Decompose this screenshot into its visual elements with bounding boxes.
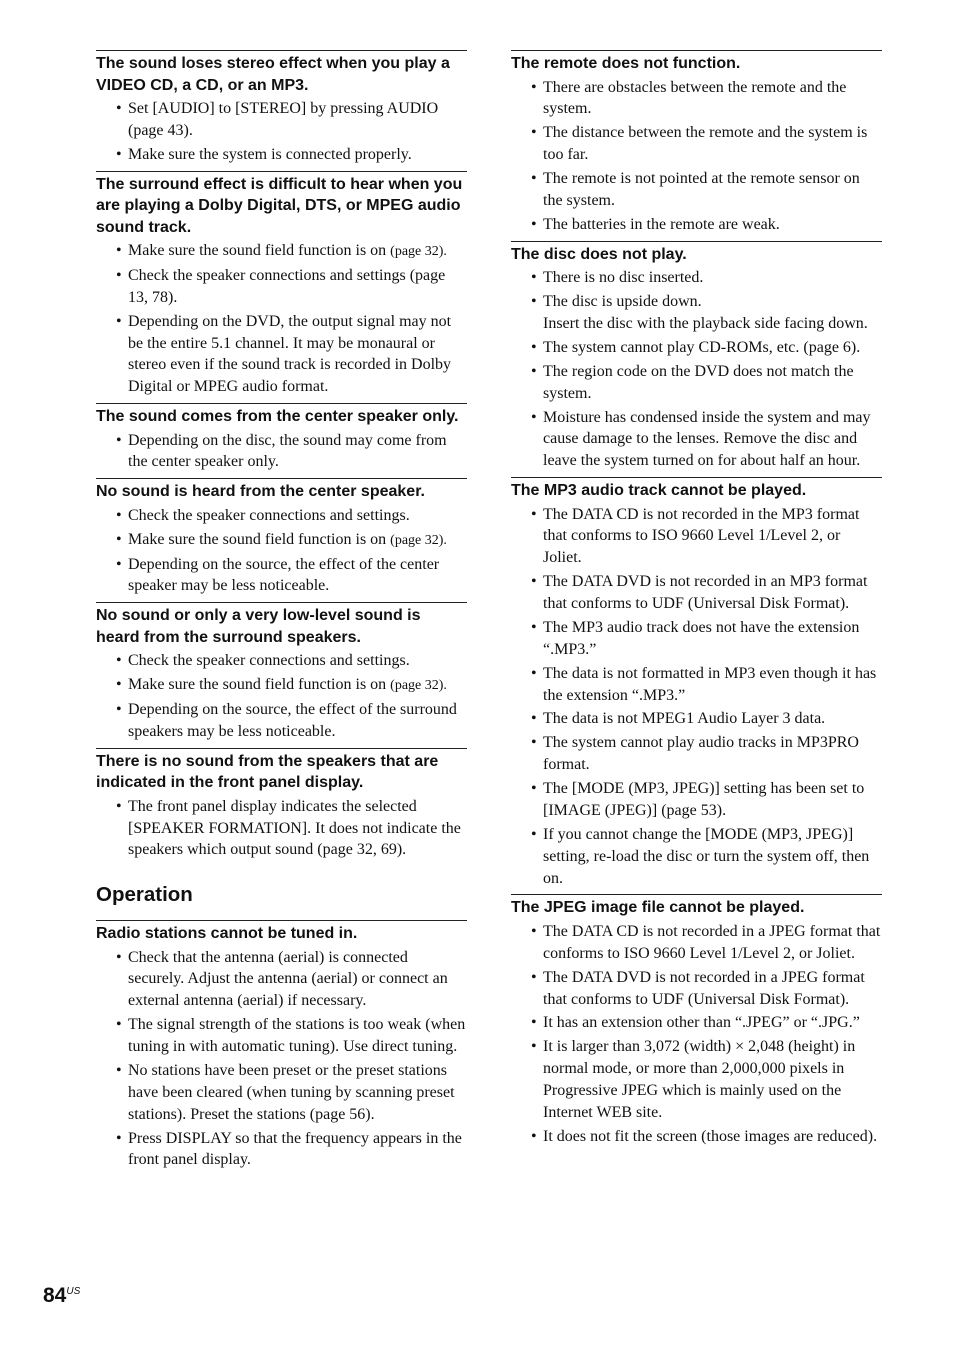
section-title: There is no sound from the speakers that are indicated in the front panel display. <box>96 752 439 792</box>
bullet-item <box>96 430 467 474</box>
section-title: The sound loses stereo effect when you play a VIDEO CD, a CD, or an MP3. <box>96 55 450 94</box>
bullet-item <box>96 265 467 309</box>
bullet-text: The disc is upside down. <box>543 293 702 311</box>
bullet-text: Check the speaker connections and settings. <box>128 652 410 670</box>
bullet-item <box>96 311 467 398</box>
bullet-item <box>96 674 467 697</box>
bullet-text: The DATA CD is not recorded in the MP3 format that conforms to ISO 9660 Level 1/Level 2, or Joliet. <box>543 505 860 567</box>
bullet-text: It does not fit the screen (those images are reduced). <box>543 1127 878 1145</box>
bullet-item <box>511 708 882 730</box>
bullet-text: Depending on the disc, the sound may come from the center speaker only. <box>128 431 447 471</box>
bullet-continuation: Insert the disc with the playback side facing down. <box>543 314 868 332</box>
bullet-list <box>96 650 467 743</box>
bullet-text: Check the speaker connections and settings (page 13, 78). <box>128 267 446 306</box>
bullet-list <box>96 505 467 598</box>
section-title: Radio stations cannot be tuned in. <box>96 925 358 943</box>
bullet-text: The system cannot play CD-ROMs, etc. (page 6). <box>543 338 861 356</box>
troubleshooting-section <box>511 50 882 236</box>
bullet-item <box>96 554 467 598</box>
section-title: The disc does not play. <box>511 245 687 263</box>
bullet-item <box>511 1012 882 1034</box>
troubleshooting-section <box>96 920 467 1171</box>
bullet-item <box>511 1126 882 1148</box>
bullet-text: Check the speaker connections and settings. <box>128 506 410 524</box>
page-reference: (page 32). <box>390 678 447 694</box>
bullet-text: The [MODE (MP3, JPEG)] setting has been set to [IMAGE (JPEG)] (page 53). <box>543 780 865 820</box>
bullet-list <box>96 796 467 861</box>
bullet-text: The batteries in the remote are weak. <box>543 215 780 233</box>
bullet-item <box>96 796 467 861</box>
bullet-text: The DATA CD is not recorded in a JPEG format that conforms to ISO 9660 Level 1/Level 2, or Joliet. <box>543 922 881 962</box>
bullet-item <box>511 267 882 289</box>
bullet-item <box>96 947 467 1012</box>
bullet-text: No stations have been preset or the preset stations have been cleared (when tuning by scanning preset stations). Preset the stations (page 56). <box>128 1062 455 1123</box>
bullet-item <box>511 967 882 1011</box>
bullet-item <box>511 291 882 335</box>
bullet-item <box>511 732 882 776</box>
bullet-text: It is larger than 3,072 (width) × 2,048 (height) in normal mode, or more than 2,000,000 pixels in Progressive JPEG which is mainly used on the Internet WEB site. <box>543 1038 856 1121</box>
section-title: No sound is heard from the center speaker. <box>96 483 425 501</box>
bullet-item <box>511 571 882 615</box>
bullet-text: It has an extension other than “.JPEG” or “.JPG.” <box>543 1014 860 1032</box>
page-reference: (page 32). <box>390 244 447 260</box>
bullet-text: There is no disc inserted. <box>543 269 704 287</box>
bullet-list <box>511 921 882 1148</box>
bullet-item <box>511 214 882 236</box>
bullet-text: Make sure the sound field function is on <box>128 530 387 548</box>
troubleshooting-section <box>96 171 467 398</box>
bullet-text: If you cannot change the [MODE (MP3, JPEG)] setting, re-load the disc or turn the system off, then on. <box>543 826 870 887</box>
troubleshooting-section <box>96 602 467 743</box>
operation-heading: Operation <box>96 883 193 907</box>
bullet-item <box>511 407 882 472</box>
bullet-item <box>511 663 882 707</box>
bullet-text: The system cannot play audio tracks in MP3PRO format. <box>543 734 859 774</box>
left-section-list <box>96 50 467 861</box>
bullet-text: There are obstacles between the remote and the system. <box>543 78 847 118</box>
troubleshooting-section <box>96 748 467 861</box>
bullet-text: The region code on the DVD does not match the system. <box>543 362 854 402</box>
section-title: The remote does not function. <box>511 55 741 72</box>
bullet-item <box>96 240 467 263</box>
section-title: The JPEG image file cannot be played. <box>511 899 805 917</box>
bullet-item <box>511 1036 882 1123</box>
bullet-text: The data is not formatted in MP3 even though it has the extension “.MP3.” <box>543 664 877 704</box>
bullet-item <box>511 122 882 166</box>
bullet-item <box>511 617 882 661</box>
bullet-list <box>511 504 882 890</box>
right-section-list <box>511 50 882 1148</box>
page-number <box>43 1284 80 1308</box>
section-title: The MP3 audio track cannot be played. <box>511 482 807 500</box>
bullet-text: Make sure the sound field function is on <box>128 242 387 260</box>
bullet-item <box>96 98 467 142</box>
bullet-text: The DATA DVD is not recorded in a JPEG format that conforms to UDF (Universal Disk Format). <box>543 968 865 1008</box>
bullet-list <box>511 267 882 472</box>
left-column <box>96 50 467 1176</box>
bullet-item <box>96 144 467 166</box>
bullet-text: Make sure the sound field function is on <box>128 676 387 694</box>
bullet-item <box>511 337 882 359</box>
page-number-value: 84 <box>43 1284 67 1307</box>
bullet-list <box>96 240 467 398</box>
bullet-item <box>511 168 882 212</box>
bullet-item <box>511 77 882 121</box>
bullet-text: Moisture has condensed inside the system and may cause damage to the lenses. Remove the disc and leave the system turned on for about half an hour. <box>543 408 871 470</box>
bullet-item <box>511 778 882 822</box>
bullet-list <box>511 77 882 236</box>
bullet-text: Depending on the DVD, the output signal may not be the entire 5.1 channel. It may be monaural or stereo even if the sound track is recorded in Dolby Digital or MPEG audio format. <box>128 312 452 396</box>
bullet-list <box>96 430 467 474</box>
bullet-item <box>96 1014 467 1058</box>
bullet-text: The signal strength of the stations is too weak (when tuning in with automatic tuning). Use direct tuning. <box>128 1016 466 1056</box>
bullet-text: Make sure the system is connected properly. <box>128 145 412 163</box>
bullet-item <box>511 824 882 889</box>
troubleshooting-section <box>96 478 467 597</box>
bullet-text: Depending on the source, the effect of the surround speakers may be less noticeable. <box>128 701 457 740</box>
section-title: No sound or only a very low-level sound is heard from the surround speakers. <box>96 607 421 646</box>
bullet-item <box>511 504 882 569</box>
troubleshooting-section <box>96 50 467 166</box>
bullet-text: Press DISPLAY so that the frequency appears in the front panel display. <box>128 1129 462 1169</box>
bullet-text: The distance between the remote and the system is too far. <box>543 124 868 164</box>
troubleshooting-section <box>511 241 882 472</box>
bullet-text: The MP3 audio track does not have the extension “.MP3.” <box>543 618 860 658</box>
troubleshooting-section <box>96 403 467 473</box>
section-title: The surround effect is difficult to hear when you are playing a Dolby Digital, DTS, or MPEG audio sound track. <box>96 175 463 236</box>
bullet-text: The front panel display indicates the selected [SPEAKER FORMATION]. It does not indicate the speakers which output sound (page 32, 69). <box>128 797 461 859</box>
bullet-item <box>96 1128 467 1172</box>
bullet-list <box>96 98 467 166</box>
bullet-text: The DATA DVD is not recorded in an MP3 format that conforms to UDF (Universal Disk Format). <box>543 573 868 612</box>
bullet-list <box>96 947 467 1172</box>
bullet-item <box>96 529 467 552</box>
bullet-item <box>96 505 467 527</box>
bullet-text: Check that the antenna (aerial) is connected securely. Adjust the antenna (aerial) or connect an external antenna (aerial) if necessary. <box>128 948 448 1010</box>
page-reference: (page 32). <box>390 532 447 548</box>
bullet-item <box>96 1060 467 1125</box>
bullet-item <box>96 699 467 743</box>
bullet-text: Depending on the source, the effect of the center speaker may be less noticeable. <box>128 555 440 595</box>
bullet-item <box>511 921 882 965</box>
bullet-text: The remote is not pointed at the remote sensor on the system. <box>543 170 860 209</box>
troubleshooting-section <box>511 894 882 1147</box>
bullet-text: The data is not MPEG1 Audio Layer 3 data. <box>543 710 826 728</box>
bullet-text: Set [AUDIO] to [STEREO] by pressing AUDIO (page 43). <box>128 100 439 139</box>
page-number-suffix: US <box>66 1286 81 1297</box>
bullet-item <box>96 650 467 672</box>
operation-section-list <box>96 920 467 1171</box>
bullet-item <box>511 361 882 405</box>
troubleshooting-section <box>511 477 882 889</box>
section-title: The sound comes from the center speaker only. <box>96 408 459 426</box>
right-column <box>511 50 882 1153</box>
